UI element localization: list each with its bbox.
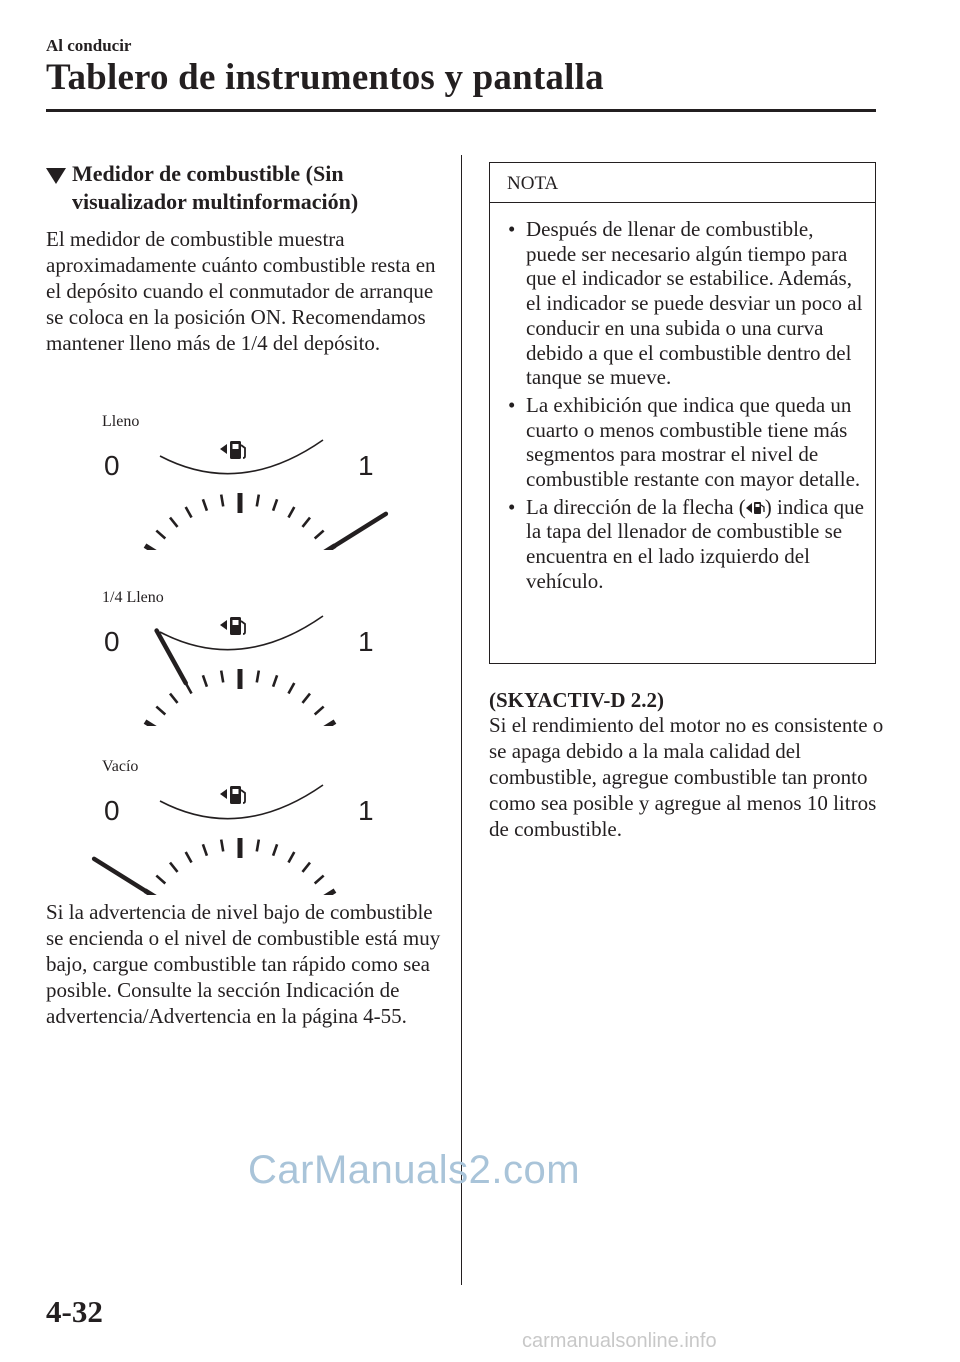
gauge-tick xyxy=(170,518,177,527)
note-box xyxy=(489,162,876,664)
gauge-tick xyxy=(273,675,277,686)
title-rule xyxy=(46,109,876,112)
section-heading-text: Medidor de combustible (Sin visualizador multinformación) xyxy=(72,161,359,214)
triangle-down-icon xyxy=(46,168,66,184)
gauge-needle xyxy=(94,859,145,891)
gauge-tick xyxy=(273,844,277,855)
gauge-tick xyxy=(257,840,259,852)
gauge-tick xyxy=(203,499,207,510)
gauge-needle xyxy=(335,514,386,546)
column-divider xyxy=(461,155,462,1285)
gauge-tick xyxy=(288,852,294,862)
gauge-tick xyxy=(221,671,223,683)
gauge-tick xyxy=(170,694,177,703)
gauge-tick xyxy=(145,891,162,895)
bullet: • xyxy=(508,494,516,519)
note-item xyxy=(505,393,867,492)
gauge-label-quarter: 1/4 Lleno xyxy=(102,589,164,606)
fuel-pump-icon xyxy=(220,617,245,635)
gauge-tick xyxy=(203,675,207,686)
gauge-tick xyxy=(203,844,207,855)
fuel-pump-icon xyxy=(220,786,245,804)
gauge-scale-min: 0 xyxy=(104,450,120,481)
gauge-tick xyxy=(302,694,309,703)
note-title: NOTA xyxy=(507,173,559,194)
gauge-label-empty: Vacío xyxy=(102,758,139,775)
skyactiv-heading: (SKYACTIV-D 2.2) xyxy=(489,688,665,712)
low-fuel-warning-paragraph: Si la advertencia de nivel bajo de combustible se encienda o el nivel de combustible está muy bajo, cargue combustible tan rápido como sea posible. Consulte la sección Indicación de advertencia/Advertencia en la página 4-55. xyxy=(46,900,441,1028)
watermark: CarManuals2.com xyxy=(248,1148,581,1192)
gauge-tick xyxy=(156,876,165,884)
note-list xyxy=(505,217,867,594)
note-item-text: Después de llenar de combustible, puede ser necesario algún tiempo para que el indicador se estabilice. Además, el indicador se puede desviar un poco al conducir en una subida o una curva debido a que el combustible dentro del tanque se mueve. xyxy=(526,217,863,390)
note-item-text-start: La dirección de la flecha ( xyxy=(526,494,746,519)
gauge-tick xyxy=(145,722,162,726)
gauge-tick xyxy=(315,531,324,539)
note-item xyxy=(505,217,867,390)
footer-brand: carmanualsonline.info xyxy=(522,1330,717,1352)
gauge-tick xyxy=(186,852,192,862)
fuel-gauge-full xyxy=(90,430,390,550)
page-title: Tablero de instrumentos y pantalla xyxy=(46,57,604,98)
note-item-text-end: ) indica que la tapa del llenador de combustible se encuentra en el lado izquierdo del vehículo. xyxy=(526,494,864,593)
bullet: • xyxy=(508,217,516,241)
gauge-label-full: Lleno xyxy=(102,413,140,430)
gauge-tick xyxy=(156,707,165,715)
note-header xyxy=(490,163,875,203)
section-label: Al conducir xyxy=(46,36,132,55)
gauge-tick xyxy=(318,722,335,726)
gauge-tick xyxy=(288,683,294,693)
fuel-arrow-icon xyxy=(746,500,765,516)
section-heading xyxy=(46,160,446,216)
intro-paragraph: El medidor de combustible muestra aproximadamente cuánto combustible resta en el depósito cuando el conmutador de arranque se coloca en la posición ON. Recomendamos mantener lleno más de 1/4 del depósito. xyxy=(46,227,436,355)
gauge-tick xyxy=(156,531,165,539)
gauge-tick xyxy=(315,707,324,715)
gauge-tick xyxy=(145,546,162,550)
note-item xyxy=(505,495,867,594)
skyactiv-paragraph: Si el rendimiento del motor no es consistente o se apaga debido a la mala calidad del combustible, agregue combustible tan pronto como sea posible y agregue al menos 10 litros de combustible. xyxy=(489,713,884,841)
gauge-tick xyxy=(288,507,294,517)
gauge-tick xyxy=(273,499,277,510)
bullet: • xyxy=(508,392,516,417)
fuel-gauge-quarter xyxy=(90,606,390,726)
gauge-tick xyxy=(318,546,335,550)
gauge-scale-min: 0 xyxy=(104,626,120,657)
gauge-scale-min: 0 xyxy=(104,795,120,826)
gauge-scale-max: 1 xyxy=(358,450,374,481)
fuel-pump-icon xyxy=(220,441,245,459)
gauge-tick xyxy=(170,863,177,872)
gauge-tick xyxy=(221,495,223,507)
gauge-tick xyxy=(186,507,192,517)
gauge-needle xyxy=(157,631,186,683)
gauge-tick xyxy=(302,518,309,527)
gauge-tick xyxy=(315,876,324,884)
gauge-scale-max: 1 xyxy=(358,626,374,657)
gauge-scale-max: 1 xyxy=(358,795,374,826)
gauge-tick xyxy=(257,671,259,683)
gauge-tick xyxy=(257,495,259,507)
fuel-gauge-empty xyxy=(90,775,390,895)
gauge-tick xyxy=(221,840,223,852)
gauge-tick xyxy=(318,891,335,895)
gauge-tick xyxy=(302,863,309,872)
note-item-text: La exhibición que indica que queda un cuarto o menos combustible tiene más segmentos para mostrar el nivel de combustible restante con mayor detalle. xyxy=(526,392,861,492)
page-number: 4-32 xyxy=(46,1294,103,1329)
